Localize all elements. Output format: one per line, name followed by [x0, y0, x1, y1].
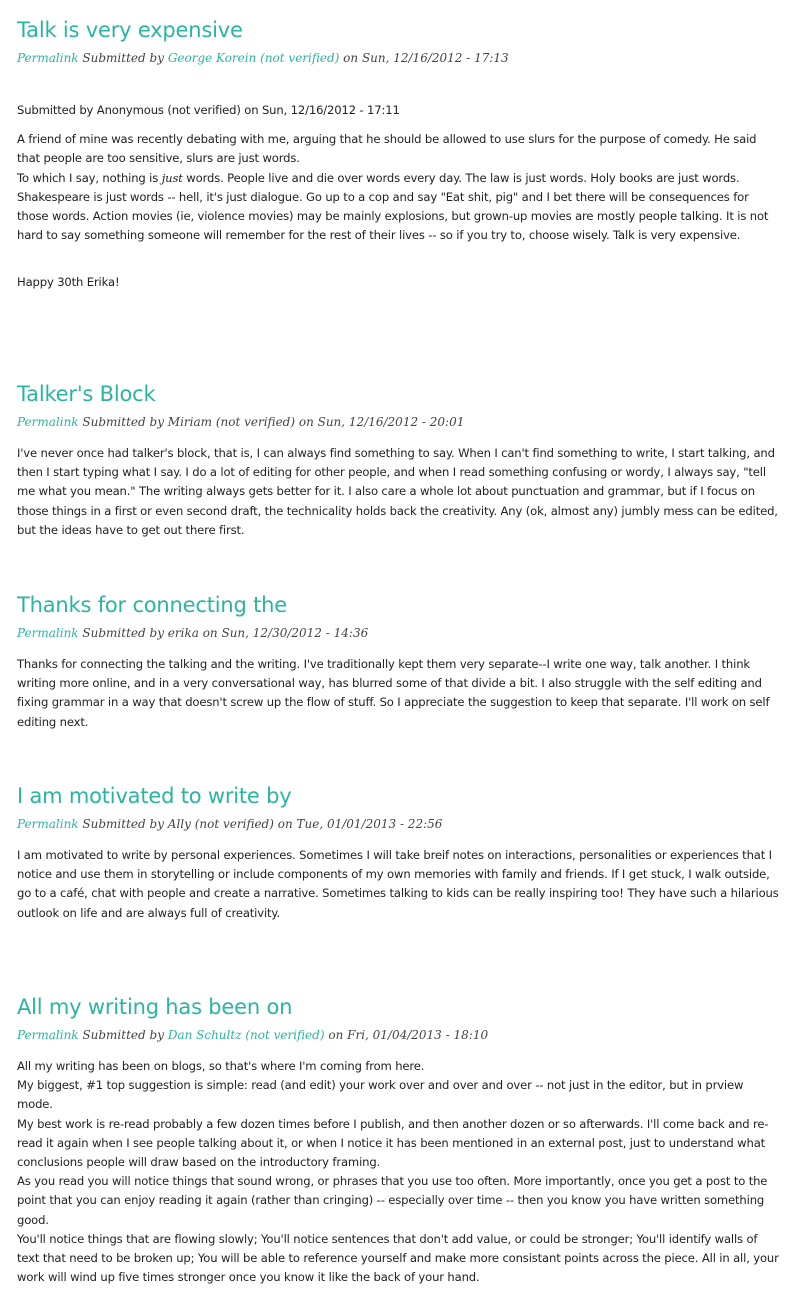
- comment-paragraph: [17, 169, 779, 246]
- comment-paragraph: All my writing has been on blogs, so that's where I'm coming from here.: [17, 1059, 425, 1073]
- comment-paragraph: You'll notice things that are flowing slowly; You'll notice sentences that don't add value, or could be stronger; You'll identify walls of text that need to be broken up; You will be able to reference yourself and make more consistant points across the piece. All in all, your work will wind up five times stronger once you know it like the back of your hand.: [17, 1231, 779, 1285]
- comment-1: [17, 16, 779, 293]
- comment-meta: [17, 625, 779, 641]
- comment-meta: [17, 816, 779, 832]
- comment-paragraph: My best work is re-read probably a few dozen times before I publish, and then another dozen or so afterwards. I'll come back and re-read it again when I see people talking about it, or when I notice it has been mentioned in an external post, just to understand what conclusions people will draw based on the introductory framing.: [17, 1116, 769, 1170]
- quote-header: Submitted by Anonymous (not verified) on Sun, 12/16/2012 - 17:11: [17, 103, 400, 117]
- comment-4: [17, 782, 779, 923]
- comment-title[interactable]: Talk is very expensive: [17, 18, 243, 42]
- permalink-link[interactable]: Permalink: [17, 626, 79, 640]
- comment-date: on Sun, 12/16/2012 - 17:13: [343, 51, 509, 65]
- comment-body: [17, 846, 779, 923]
- comment-paragraph: As you read you will notice things that sound wrong, or phrases that you use too often. More importantly, once you get a post to the point that you can enjoy reading it again (rather than cringing) -- especially over time -- then you know you have written something good.: [17, 1174, 768, 1227]
- permalink-link[interactable]: Permalink: [17, 415, 79, 429]
- text-span: To which I say, nothing is: [17, 170, 162, 185]
- comment-title[interactable]: Thanks for connecting the: [17, 593, 287, 617]
- text-span: words. People live and die over words every day. The law is just words. Holy books are just words. Shakespeare is just words -- hell, it's just dialogue. Go up to a cop and say "Eat shit, pig" and I bet there will be consequences for those words. Action movies (ie, violence movies) may be mainly explosions, but grown-up movies are mostly people talking. It is not hard to say something someone will remember for the rest of their lives -- so if you try to, choose wisely. Talk is very expensive.: [17, 170, 769, 243]
- permalink-link[interactable]: Permalink: [17, 51, 79, 65]
- comment-paragraph: My biggest, #1 top suggestion is simple: read (and edit) your work over and over and over -- not just in the editor, but in prview mode.: [17, 1078, 744, 1112]
- comment-body: [17, 655, 779, 732]
- comment-title[interactable]: Talker's Block: [17, 382, 156, 406]
- submitted-by-label: Submitted by: [82, 51, 164, 65]
- permalink-link[interactable]: Permalink: [17, 1028, 79, 1042]
- comment-meta: [17, 50, 779, 66]
- author-link[interactable]: Dan Schultz (not verified): [167, 1028, 325, 1042]
- comment-paragraph: Happy 30th Erika!: [17, 275, 120, 290]
- comment-paragraph: I am motivated to write by personal experiences. Sometimes I will take breif notes on interactions, personalities or experiences that I notice and use them in storytelling or include components of my own memories with family and friends. If I get stuck, I walk outside, go to a café, chat with people and create a narrative. Sometimes talking to kids can be really inspiring too! They have such a hilarious outlook on life and are always full of creativity.: [17, 848, 779, 920]
- comment-3: [17, 591, 779, 732]
- comment-5: [17, 993, 779, 1287]
- comment-title[interactable]: I am motivated to write by: [17, 784, 292, 808]
- comment-author-date: Submitted by erika on Sun, 12/30/2012 - 14:36: [82, 626, 369, 640]
- comment-meta: [17, 1027, 779, 1043]
- comment-title[interactable]: All my writing has been on: [17, 995, 293, 1019]
- comment-body: [17, 101, 779, 293]
- comment-paragraph: Thanks for connecting the talking and the writing. I've traditionally kept them very separate--I write one way, talk another. I think writing more online, and in a very conversational way, has blurred some of that divide a bit. I also struggle with the self editing and fixing grammar in a way that doesn't screw up the flow of stuff. So I appreciate the suggestion to keep that separate. I'll work on self editing next.: [17, 657, 770, 729]
- comment-paragraph: A friend of mine was recently debating with me, arguing that he should be allowed to use slurs for the purpose of comedy. He said that people are too sensitive, slurs are just words.: [17, 132, 757, 166]
- comment-2: [17, 380, 779, 540]
- comment-paragraph: I've never once had talker's block, that is, I can always find something to say. When I can't find something to write, I start talking, and then I start typing what I say. I do a lot of editing for other people, and when I read something confusing or wordy, I always say, "tell me what you mean." The writing always gets better for it. I also care a whole lot about punctuation and grammar, but if I focus on those things in a first or even second draft, the technicality holds back the creativity. Any (ok, almost any) jumbly mess can be edited, but the ideas have to get out there first.: [17, 446, 778, 537]
- emphasis-text: just: [161, 170, 183, 185]
- comment-author-date: Submitted by Ally (not verified) on Tue, 01/01/2013 - 22:56: [82, 817, 443, 831]
- comment-author-date: Submitted by Miriam (not verified) on Sun, 12/16/2012 - 20:01: [82, 415, 465, 429]
- comment-body: [17, 444, 779, 540]
- comment-meta: [17, 414, 779, 430]
- submitted-by-label: Submitted by: [82, 1028, 164, 1042]
- comment-date: on Fri, 01/04/2013 - 18:10: [328, 1028, 489, 1042]
- author-link[interactable]: George Korein (not verified): [167, 51, 340, 65]
- permalink-link[interactable]: Permalink: [17, 817, 79, 831]
- comment-body: [17, 1057, 779, 1287]
